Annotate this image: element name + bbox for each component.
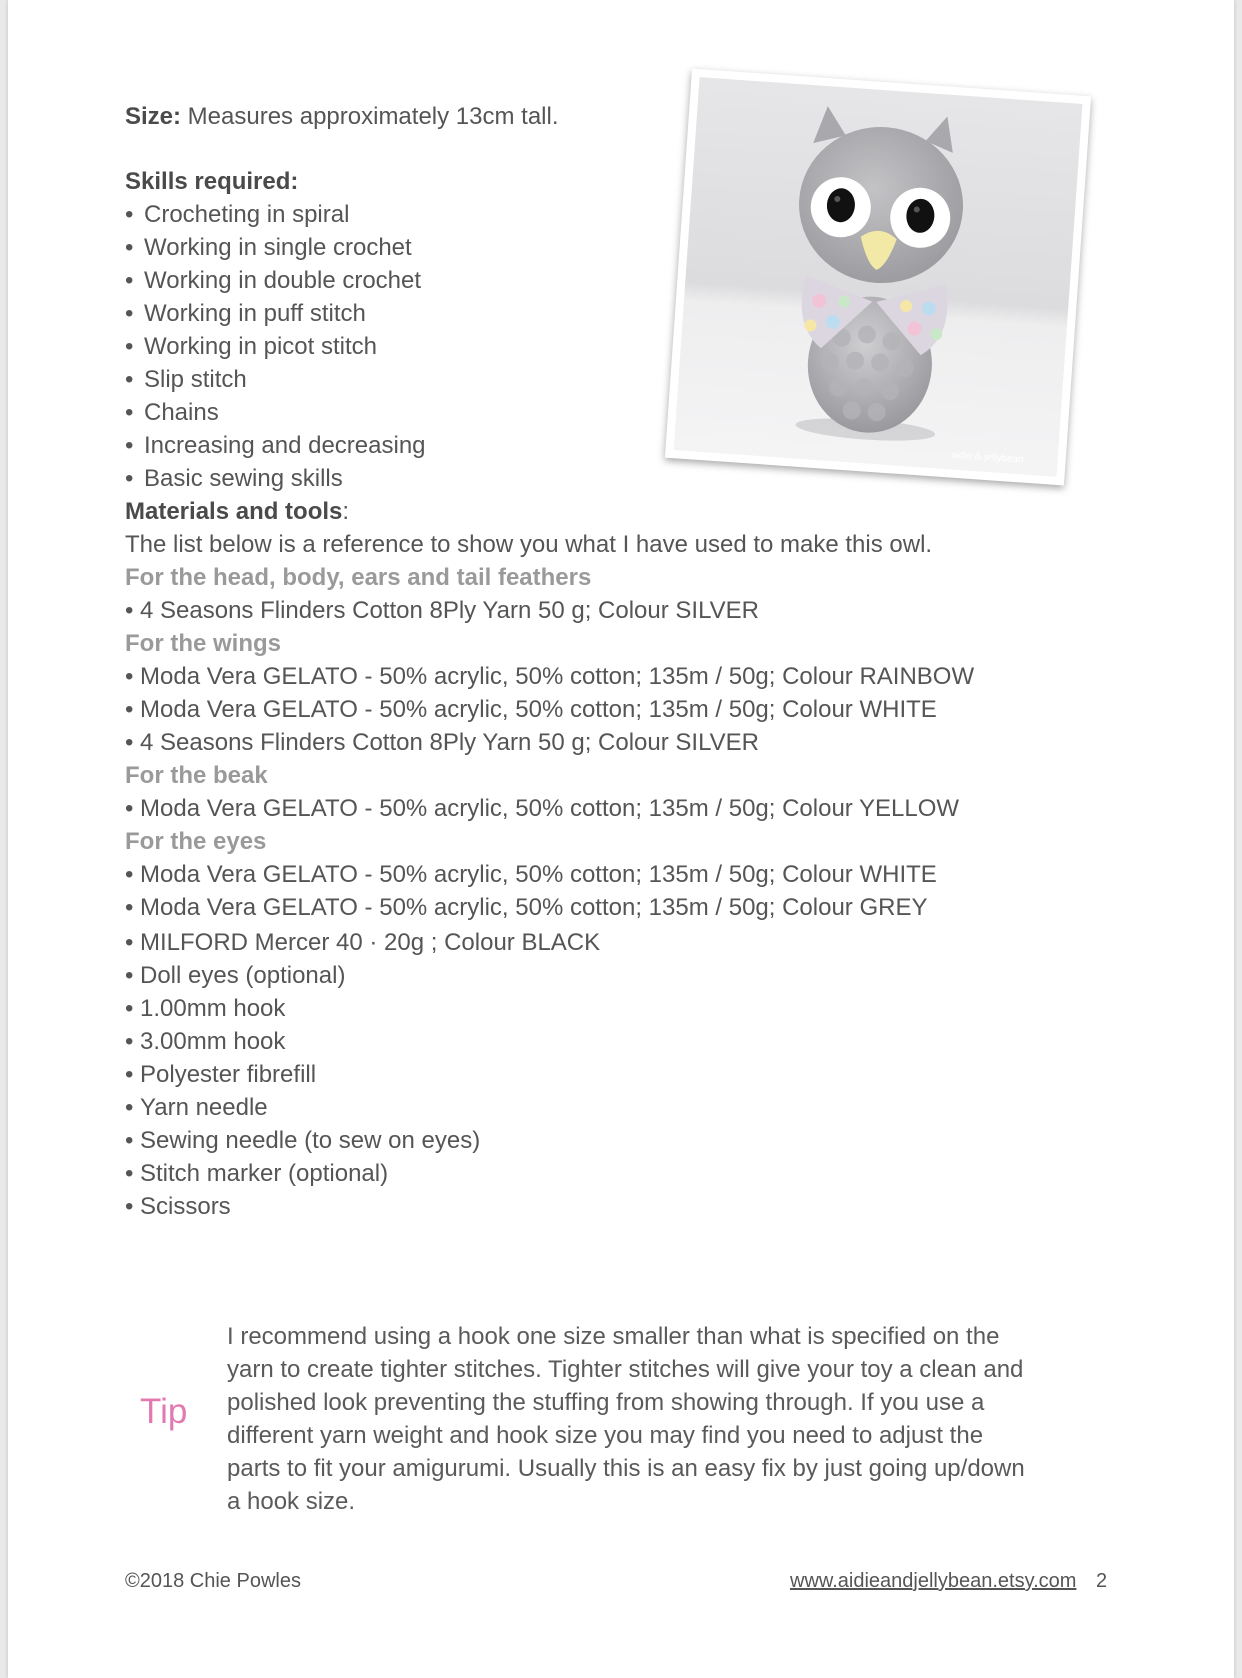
list-item: • Scissors	[125, 1193, 231, 1220]
list-item: • 1.00mm hook	[125, 995, 286, 1022]
footer-right	[790, 1570, 1107, 1593]
list-item: • Basic sewing skills	[125, 465, 343, 492]
skills-list	[125, 198, 426, 495]
footer-url-link[interactable]: www.aidieandjellybean.etsy.com	[790, 1570, 1077, 1592]
group-title-eyes: For the eyes	[125, 828, 267, 855]
list-item: • Moda Vera GELATO - 50% acrylic, 50% cotton; 135m / 50g; Colour YELLOW	[125, 795, 960, 822]
list-item: • 4 Seasons Flinders Cotton 8Ply Yarn 50 g; Colour SILVER	[125, 597, 759, 624]
list-item: • Polyester fibrefill	[125, 1061, 317, 1088]
group-title-wings: For the wings	[125, 630, 281, 657]
list-item: • MILFORD Mercer 40 · 20g ; Colour BLACK	[125, 929, 601, 956]
list-item: • Chains	[125, 399, 219, 426]
list-item: • Working in picot stitch	[125, 333, 377, 360]
tip-line: I recommend using a hook one size smaller than what is specified on the	[227, 1323, 1000, 1350]
tip-line: parts to fit your amigurumi. Usually this is an easy fix by just going up/down	[227, 1455, 1025, 1482]
list-item: • 4 Seasons Flinders Cotton 8Ply Yarn 50 g; Colour SILVER	[125, 729, 759, 756]
group-list-wings	[125, 660, 974, 759]
list-item: • Stitch marker (optional)	[125, 1160, 389, 1187]
list-item: • Moda Vera GELATO - 50% acrylic, 50% cotton; 135m / 50g; Colour WHITE	[125, 861, 937, 888]
materials-heading: Materials and tools	[125, 498, 343, 525]
page-number: 2	[1096, 1570, 1108, 1592]
list-item: • Working in puff stitch	[125, 300, 366, 327]
document-page	[8, 0, 1234, 1678]
list-item: • Slip stitch	[125, 366, 247, 393]
size-line	[125, 100, 559, 133]
skills-heading: Skills required:	[125, 168, 299, 195]
list-item: • Doll eyes (optional)	[125, 962, 346, 989]
materials-intro: The list below is a reference to show you what I have used to make this owl.	[125, 531, 933, 558]
tip-line: a hook size.	[227, 1488, 356, 1515]
list-item: • Moda Vera GELATO - 50% acrylic, 50% cotton; 135m / 50g; Colour GREY	[125, 894, 928, 921]
list-item: • Increasing and decreasing	[125, 432, 426, 459]
list-item: • Crocheting in spiral	[125, 201, 350, 228]
other-materials-list	[125, 926, 974, 1223]
group-list-eyes	[125, 858, 974, 924]
size-label: Size:	[125, 103, 182, 130]
list-item: • 3.00mm hook	[125, 1028, 286, 1055]
tip-line: yarn to create tighter stitches. Tighter stitches will give your toy a clean and	[227, 1356, 1024, 1383]
size-text: Measures approximately 13cm tall.	[181, 103, 559, 130]
tip-text	[227, 1320, 1087, 1518]
photo-watermark: aidie & jellybean	[950, 449, 1024, 466]
list-item: • Yarn needle	[125, 1094, 268, 1121]
list-item: • Working in double crochet	[125, 267, 422, 294]
group-title-beak: For the beak	[125, 762, 268, 789]
list-item: • Moda Vera GELATO - 50% acrylic, 50% cotton; 135m / 50g; Colour WHITE	[125, 696, 937, 723]
group-list-head-body	[125, 594, 974, 627]
list-item: • Working in single crochet	[125, 234, 412, 261]
group-list-beak	[125, 792, 974, 825]
materials-section: Materials and tools: The list below is a reference to show you what I have used to make this owl. For the head, body, ears and tail feathers • 4 Seasons Flinders Cotton 8Ply Yarn 50 g; Colour SILVER For the wings • Moda Vera GELATO - 50% acrylic, 50% cotton; 135m / 50g; Colour RAINBOW • Moda Vera GELATO - 50% acrylic, 50% cotton; 135m / 50g; Colour WHITE • 4 Seasons Flinders Cotton 8Ply Yarn 50 g; Colour SILVER For the beak • Moda Vera GELATO - 50% acrylic, 50% cotton; 135m / 50g; Colour YELLOW For the eyes • Moda Vera GELATO - 50% acrylic, 50% cotton; 135m / 50g; Colour WHITE • Moda Vera GELATO - 50% acrylic, 50% cotton; 135m / 50g; Colour GREY • MILFORD Mercer 40 · 20g ; Colour BLACK • Doll eyes (optional) • 1.00mm hook • 3.00mm hook • Polyester fibrefill • Yarn needle • Sewing needle (to sew on eyes) • Stitch marker (optional) • Scissors	[125, 495, 974, 1223]
group-title-head-body: For the head, body, ears and tail feathers	[125, 564, 592, 591]
owl-illustration	[673, 77, 1082, 477]
list-item: • Moda Vera GELATO - 50% acrylic, 50% cotton; 135m / 50g; Colour RAINBOW	[125, 663, 975, 690]
skills-section	[125, 165, 426, 495]
footer-copyright: ©2018 Chie Powles	[125, 1570, 301, 1592]
owl-photo	[665, 69, 1091, 486]
tip-line: polished look preventing the stuffing from showing through. If you use a	[227, 1389, 985, 1416]
list-item: • Sewing needle (to sew on eyes)	[125, 1127, 481, 1154]
tip-line: different yarn weight and hook size you may find you need to adjust the	[227, 1422, 984, 1449]
tip-label: Tip	[140, 1392, 188, 1431]
